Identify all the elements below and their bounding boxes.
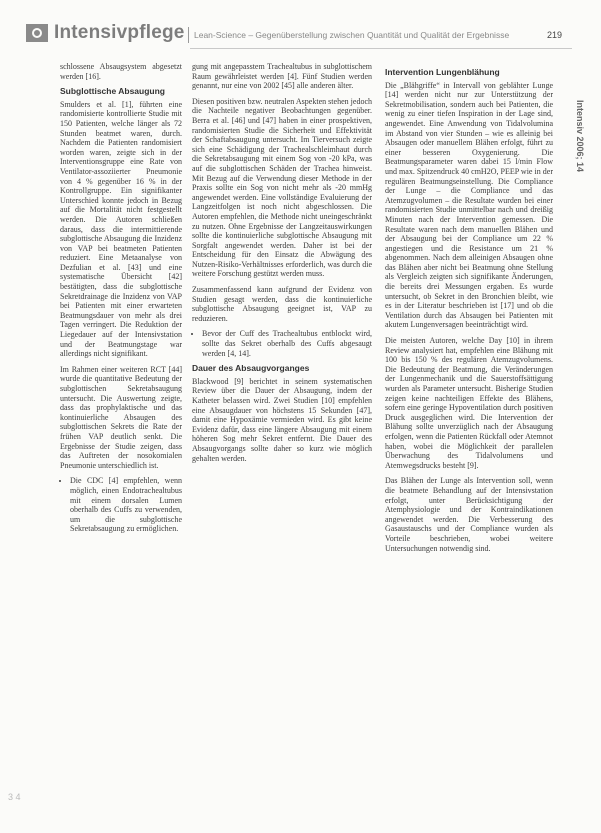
- column-right: [385, 62, 553, 559]
- page-number: 219: [547, 30, 563, 40]
- section-heading: Subglottische Absaugung: [60, 86, 165, 97]
- running-title: Lean-Science – Gegenüberstellung zwischen Quantität und Qualität der Ergebnisse: [194, 30, 510, 40]
- paragraph: Im Rahmen einer weiteren RCT [44] wurde die quantitative Bedeutung der subglottischen Sekretabsaugung untersucht. Die Auswertung zeigte, dass das prophylaktische und das kontinuierliche Absaugen des subglottischen Sekrets die Rate der frühen VAP deutlich senkt. Die Ergebnisse der Studie zeigen, dass das Auftreten der nosokomialen Pneumonie unterschiedlich ist.: [60, 364, 182, 470]
- journal-name: Intensivpflege: [54, 22, 185, 43]
- recommendation-list: [192, 329, 372, 358]
- section-heading: Dauer des Absaugvorganges: [192, 363, 310, 374]
- paragraph: Blackwood [9] berichtet in seinem systematischen Review über die Dauer der Absaugung, indem der Katheter belassen wird. Zwei Studien [10] empfehlen eine Absaugdauer von höchstens 15 Sekunden [47], damit eine Hypoxämie vermieden wird. Es gibt keine Evidenz dafür, dass eine längere Absaugung mit einem höheren Sog mehr Sekret entfernt. Die Dauer des Absaugvorgangs sollte daher so kurz wie möglich gehalten werden.: [192, 376, 372, 463]
- column-left: [60, 62, 182, 540]
- list-item: • Bevor der Cuff des Trachealtubus entblockt wird, sollte das Sekret oberhalb des Cuffs abgesaugt werden [4, 14].: [202, 329, 372, 358]
- paragraph: gung mit angepasstem Trachealtubus in subglottischem Raum gewährleistet werden [4]. Fünf Studien werden genannt, nur eine von 2002 [45] alle anderen älter.: [192, 62, 372, 91]
- paragraph: schlossene Absaugsystem abgesetzt werden [16].: [60, 62, 182, 81]
- paragraph: Die meisten Autoren, welche Day [10] in ihrem Review analysiert hat, empfehlen eine Blähung mit 100 bis 150 % des regulären Atemzugvolumens. Die Bedeutung der Beatmung, die Veränderungen der Lungenmechanik und die Sauerstoffsättigung wurden als Parameter untersucht. Bisherige Studien zeigen keine nachteiligen Effekte des Blähens, sofern eine geringe Hypoventilation durch positiven Druck ausgeglichen wird. Die Intervention der Blähung sollte unverzüglich nach der Absaugung erfolgen, wenn die Patienten Rückfall oder Atemnot haben, wobei die Möglichkeit der parallelen Überwachung des Tidalvolumens und Atemwegsdrucks besteht [9].: [385, 336, 553, 470]
- corner-mark: 3 4: [8, 792, 21, 802]
- column-middle: [192, 62, 372, 469]
- journal-logo-icon: [26, 24, 48, 42]
- section-heading: Intervention Lungenblähung: [385, 67, 500, 77]
- paragraph: Zusammenfassend kann aufgrund der Evidenz von Studien gesagt werden, dass die kontinuierliche subglottische Absaugung geeignet ist, VAP zu reduzieren.: [192, 285, 372, 323]
- list-item: • Die CDC [4] empfehlen, wenn möglich, einen Endotrachealtubus mit einem dorsalen Lumen oberhalb des Cuffs zu verwenden, um die subglottische Sekretabsaugung zu ermöglichen.: [70, 476, 182, 534]
- paragraph: Diesen positiven bzw. neutralen Aspekten stehen jedoch die Nachteile negativer Beobachtungen gegenüber. Berra et al. [46] und [47] haben in einer prospektiven, randomisierten Studie die Sicherheit und Effektivität der Schaftabsaugung untersucht. Im Tierversuch zeigte sich eine Schädigung der Trachealschleimhaut durch die Sekretabsaugung mit einem Sog von -20 kPa, was auf die subglottischen Schäden der Trachea hinweist. Mit Bezug auf die Verwendung dieser Methode in der Praxis sollte ein Sog von nicht mehr als -20 mmHg angewendet werden. Eine vollständige Evaluierung der Langzeitfolgen ist noch nicht abgeschlossen. Die Autoren empfehlen, die Methode nicht uneingeschränkt zu nutzen. Ohne Ergebnisse der Langzeitauswirkungen sollte die kontinuierliche subglottische Absaugung mit Sorgfalt angewendet werden. Daher ist bei der Entscheidung für den Einsatz die Abwägung des Nutzen-Risiko-Verhältnisses erforderlich, was durch die weitere Forschung gestützt werden muss.: [192, 96, 372, 279]
- paragraph: Das Blähen der Lunge als Intervention soll, wenn die beatmete Behandlung auf der Intensivstation erfolgt, unter Berücksichtigung der Atemphysiologie und der Kontraindikationen angewendet werden. Die Verbesserung des Gasaustauschs und der Compliance wurden als Vorteile beschrieben, wobei weitere Untersuchungen notwendig sind.: [385, 476, 553, 553]
- recommendation-list: [60, 476, 182, 534]
- paragraph: Die „Blähgriffe“ in Intervall von geblähter Lunge [14] werden nicht nur zur Unterstützung der Sekretmobilisation, sondern auch bei Patienten, die wenig zu einer tiefen Inspiration in der Lage sind, angewendet. Eine Anwendung von Tidalvolumina im Abstand von vier Stunden – wie es alleinig bei Absaugen oder manuellem Blähen erfolgt, führt zu einer besseren Oxygenierung. Die Beatmungsparameter waren dabei 15 l/min Flow und max. Spitzendruck 40 cmH2O, PEEP wie in der regulären Beatmungseinstellung. Die Compliance der Lunge – die Compliance und das Atemzugvolumen – die Resultate wurden bei einer randomisierten Studie unmittelbar nach und dreißig Minuten nach der Intervention gemessen. Die Resultate waren nach dem manuellen Blähen und der Absaugung bei der Compliance um 22 % angestiegen und die Resistance um 21 % abgenommen. Nach dem alleinigen Absaugen ohne das Blähen aber nicht bei Beatmung ohne Stellung als Vergleich zeigten sich signifikante Änderungen, die bereits drei Messungen ergaben. Es wurde untersucht, ob Sekret in den Bronchien bleibt, wie es in der Literatur beschrieben ist [17] und ob die Ventilation durch das Absaugen bei Patienten mit akutem Lungenversagen beeinträchtigt wird.: [385, 80, 553, 330]
- side-label: Intensiv 2006; 14: [575, 100, 585, 173]
- paragraph: Smulders et al. [1], führten eine randomisierte kontrollierte Studie mit 150 Patienten, welche länger als 72 Stunden beatmet waren, durch. Nachdem die Patienten randomisiert worden waren, zeigte sich in der Interventionsgruppe eine Rate von Ventilator-assoziierter Pneumonie von 4 % gegenüber 16 % in der Kontrollgruppe. Ein signifikanter Unterschied konnte jedoch in Bezug auf die Mortalität nicht festgestellt werden. Die Autoren schließen daraus, dass die intermittierende subglottische Absaugung die Inzidenz von VAP bei beatmeten Patienten reduziert. Eine Metaanalyse von Dezfulian et al. [43] und eine systematische Übersicht [42] bestätigten, dass die subglottische Sekretdrainage die Inzidenz von VAP bei Patienten mit einer erwarteten Beatmungsdauer von mehr als drei Tagen verringert. Die Reduktion der Liegedauer auf der Intensivstation und der Beatmungstage war allerdings nicht signifikant.: [60, 99, 182, 359]
- header-rule: [190, 48, 572, 49]
- page-header: [0, 0, 601, 60]
- header-separator: [188, 27, 189, 43]
